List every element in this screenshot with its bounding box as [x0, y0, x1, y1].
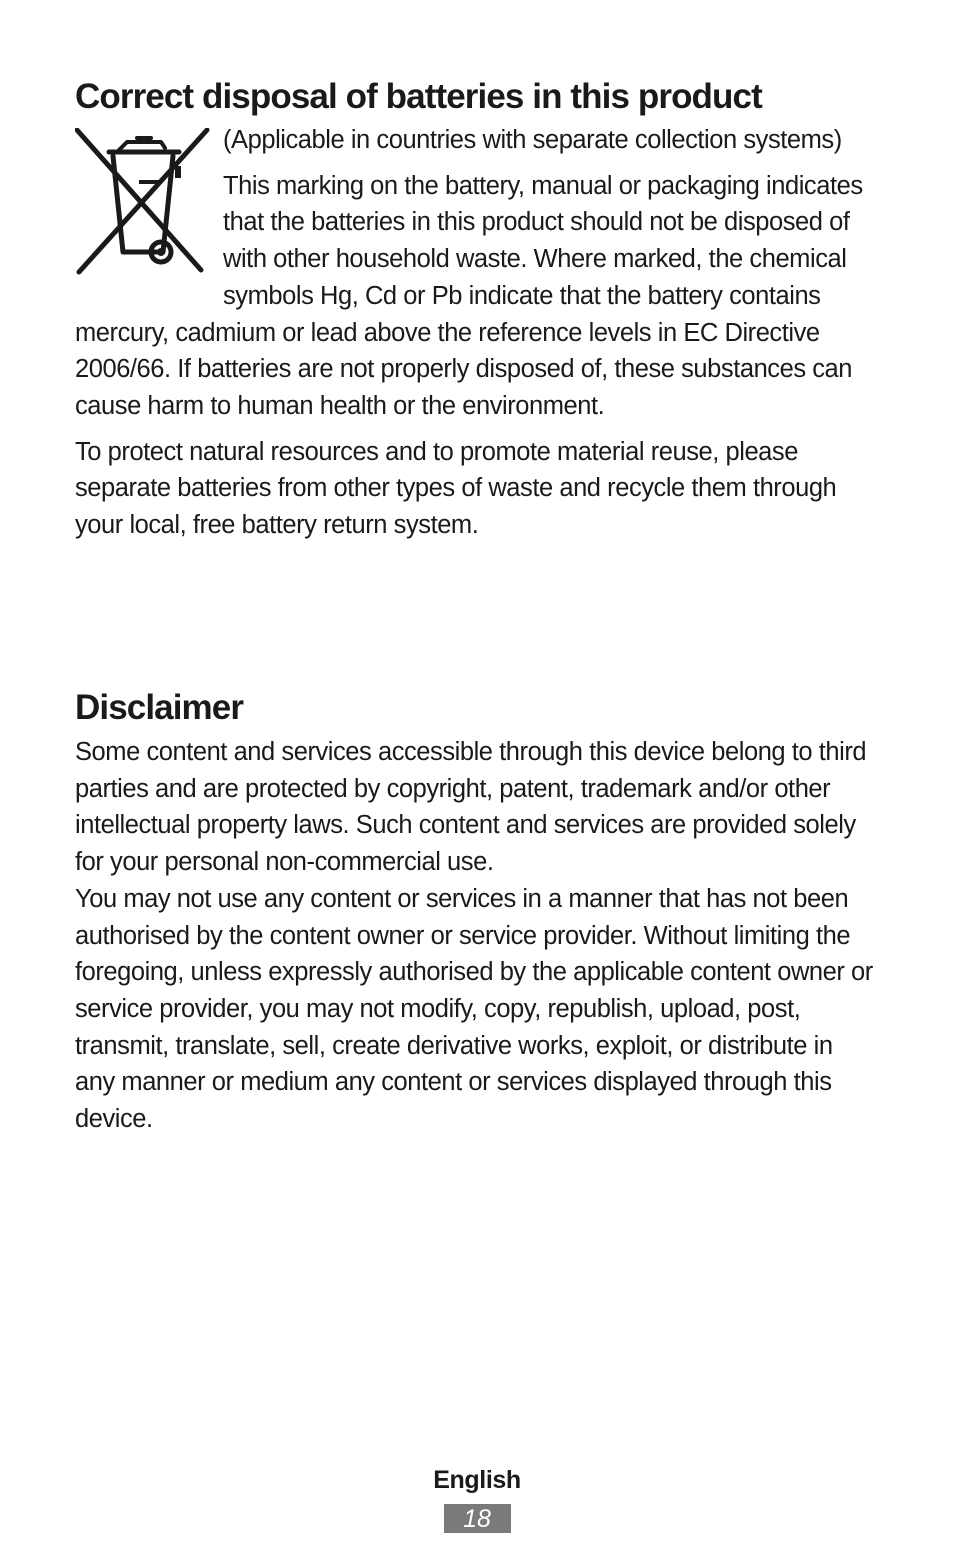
document-page: [75, 0, 875, 1134]
disclaimer-title: Disclaimer: [75, 688, 244, 727]
battery-disposal-title: Correct disposal of batteries in this product: [75, 77, 762, 116]
protect-paragraph: To protect natural resources and to promote material reuse, please separate batteries from other types of waste and recycle them through your local, free battery return system.: [75, 437, 837, 540]
applicability-note: (Applicable in countries with separate collection systems): [223, 126, 842, 154]
disclaimer-body: [75, 734, 875, 1138]
disclaimer-paragraph-1: Some content and services accessible through this device belong to third parties and are protected by copyright, patent, trademark and/or other intellectual property laws. Such content and services are provided solely for your personal non-commercial use.: [75, 738, 867, 877]
page-footer: [0, 1462, 954, 1533]
marking-paragraph: This marking on the battery, manual or packaging indicates that the batteries in this product should not be disposed of with other household waste. Where marked, the chemical symbols Hg, Cd or Pb indicate that the battery contains mercury, cadmium or lead above the reference levels in EC Directive 2006/66. If batteries are not properly disposed of, these substances can cause harm to human health or the environment.: [75, 171, 863, 420]
crossed-out-wheeled-bin-icon: [75, 128, 223, 288]
battery-disposal-body: [75, 122, 875, 544]
page-number-badge: 18: [444, 1504, 511, 1533]
footer-language: English: [433, 1466, 521, 1494]
disclaimer-paragraph-2: You may not use any content or services in a manner that has not been authorised by the content owner or service provider. Without limiting the foregoing, unless expressly authorised by the applicable content owner or service provider, you may not modify, copy, republish, upload, post, transmit, translate, sell, create derivative works, exploit, or distribute in any manner or medium any content or services displayed through this device.: [75, 884, 873, 1134]
